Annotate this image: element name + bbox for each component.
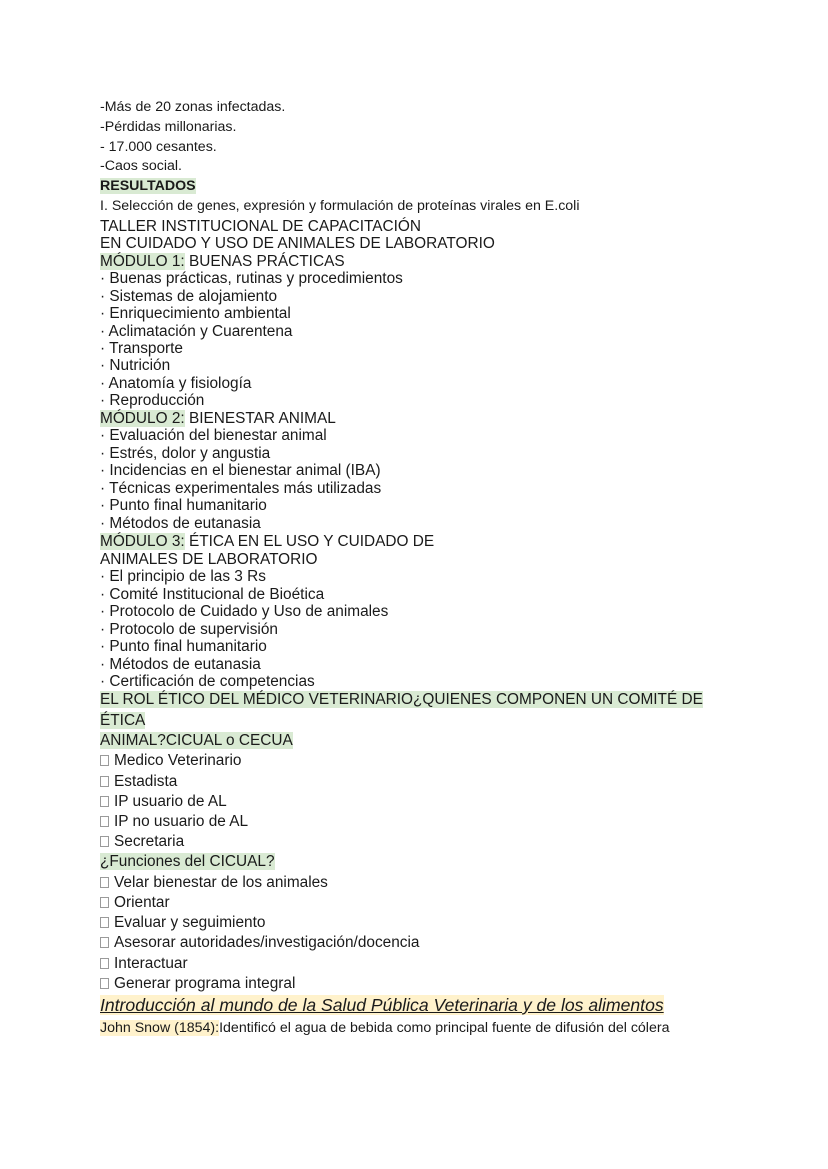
checkbox-icon (100, 937, 109, 948)
modulo-1-item: · Buenas prácticas, rutinas y procedimientos (100, 270, 403, 287)
funcion-item (100, 895, 170, 910)
modulo-3-item: · Métodos de eutanasia (100, 656, 261, 673)
funcion-label: Interactuar (114, 955, 188, 972)
funcion-item (100, 956, 188, 971)
modulo-2-item: · Técnicas experimentales más utilizadas (100, 480, 382, 497)
modulo-3-heading (100, 534, 434, 549)
funcion-item (100, 915, 265, 930)
modulo-1-heading (100, 254, 345, 269)
modulo-2-title: BIENESTAR ANIMAL (184, 410, 336, 427)
member-label: Secretaria (114, 833, 185, 850)
funcion-item (100, 976, 295, 991)
john-snow-text: Identificó el agua de bebida como principal fuente de difusión del cólera (219, 1020, 670, 1036)
member-label: IP usuario de AL (114, 793, 227, 810)
checkbox-icon (100, 917, 109, 928)
member-item (100, 774, 177, 789)
funciones-heading: ¿Funciones del CICUAL? (100, 853, 275, 870)
modulo-3-title: ÉTICA EN EL USO Y CUIDADO DE (184, 533, 435, 550)
checkbox-icon (100, 776, 109, 787)
member-item (100, 794, 227, 809)
modulo-3-item: · Punto final humanitario (100, 638, 267, 655)
checkbox-icon (100, 897, 109, 908)
checkbox-icon (100, 958, 109, 969)
funcion-label: Orientar (114, 894, 170, 911)
intro-line-2: -Pérdidas millonarias. (100, 119, 237, 135)
modulo-1-item: · Reproducción (100, 392, 205, 409)
modulo-3-item: · Protocolo de supervisión (100, 621, 278, 638)
modulo-1-item: · Sistemas de alojamiento (100, 288, 278, 305)
modulo-3-item: · Protocolo de Cuidado y Uso de animales (100, 603, 389, 620)
intro-line-1: -Más de 20 zonas infectadas. (100, 99, 286, 115)
taller-title-line-2: EN CUIDADO Y USO DE ANIMALES DE LABORATORIO (100, 235, 495, 252)
modulo-1-prefix: MÓDULO 1: (100, 253, 185, 270)
intro-line-4: -Caos social. (100, 158, 183, 174)
resultados-heading: RESULTADOS (100, 178, 196, 194)
checkbox-icon (100, 877, 109, 888)
modulo-1-item: · Nutrición (100, 357, 171, 374)
modulo-3-title-line-2: ANIMALES DE LABORATORIO (100, 551, 318, 568)
modulo-1-item: · Transporte (100, 340, 183, 357)
member-item (100, 814, 248, 829)
modulo-1-title: BUENAS PRÁCTICAS (184, 253, 345, 270)
member-item (100, 753, 241, 768)
modulo-1-item: · Enriquecimiento ambiental (100, 305, 291, 322)
modulo-3-prefix: MÓDULO 3: (100, 533, 185, 550)
modulo-1-item: · Anatomía y fisiología (100, 375, 252, 392)
funcion-label: Evaluar y seguimiento (114, 914, 266, 931)
funcion-item (100, 935, 419, 950)
modulo-3-item: · Comité Institucional de Bioética (100, 586, 325, 603)
checkbox-icon (100, 816, 109, 827)
modulo-2-item: · Evaluación del bienestar animal (100, 427, 327, 444)
checkbox-icon (100, 796, 109, 807)
taller-title-line-1: TALLER INSTITUCIONAL DE CAPACITACIÓN (100, 218, 421, 235)
modulo-2-item: · Métodos de eutanasia (100, 515, 261, 532)
modulo-2-heading (100, 411, 336, 426)
funcion-item (100, 875, 328, 890)
modulo-2-prefix: MÓDULO 2: (100, 410, 185, 427)
funcion-label: Velar bienestar de los animales (114, 874, 328, 891)
john-snow-line (100, 1021, 669, 1035)
john-snow-label: John Snow (1854): (100, 1020, 220, 1036)
checkbox-icon (100, 755, 109, 766)
rol-heading-line-2: ÉTICA (100, 712, 146, 729)
intro-section-heading: Introducción al mundo de la Salud Pública Veterinaria y de los alimentos (100, 995, 664, 1015)
modulo-2-item: · Punto final humanitario (100, 497, 267, 514)
modulo-3-item: · El principio de las 3 Rs (100, 568, 266, 585)
intro-line-3: - 17.000 cesantes. (100, 139, 217, 155)
checkbox-icon (100, 836, 109, 847)
modulo-3-item: · Certificación de competencias (100, 673, 315, 690)
funcion-label: Asesorar autoridades/investigación/docencia (114, 934, 420, 951)
member-label: Estadista (114, 773, 178, 790)
member-label: IP no usuario de AL (114, 813, 249, 830)
funcion-label: Generar programa integral (114, 975, 296, 992)
modulo-2-item: · Estrés, dolor y angustia (100, 445, 271, 462)
seleccion-line: I. Selección de genes, expresión y formulación de proteínas virales en E.coli (100, 198, 580, 214)
checkbox-icon (100, 978, 109, 989)
modulo-2-item: · Incidencias en el bienestar animal (IBA) (100, 462, 381, 479)
member-item (100, 834, 184, 849)
rol-heading-line-1: EL ROL ÉTICO DEL MÉDICO VETERINARIO¿QUIENES COMPONEN UN COMITÉ DE (100, 691, 703, 708)
modulo-1-item: · Aclimatación y Cuarentena (100, 323, 293, 340)
rol-heading-line-3: ANIMAL?CICUAL o CECUA (100, 732, 293, 749)
member-label: Medico Veterinario (114, 752, 242, 769)
